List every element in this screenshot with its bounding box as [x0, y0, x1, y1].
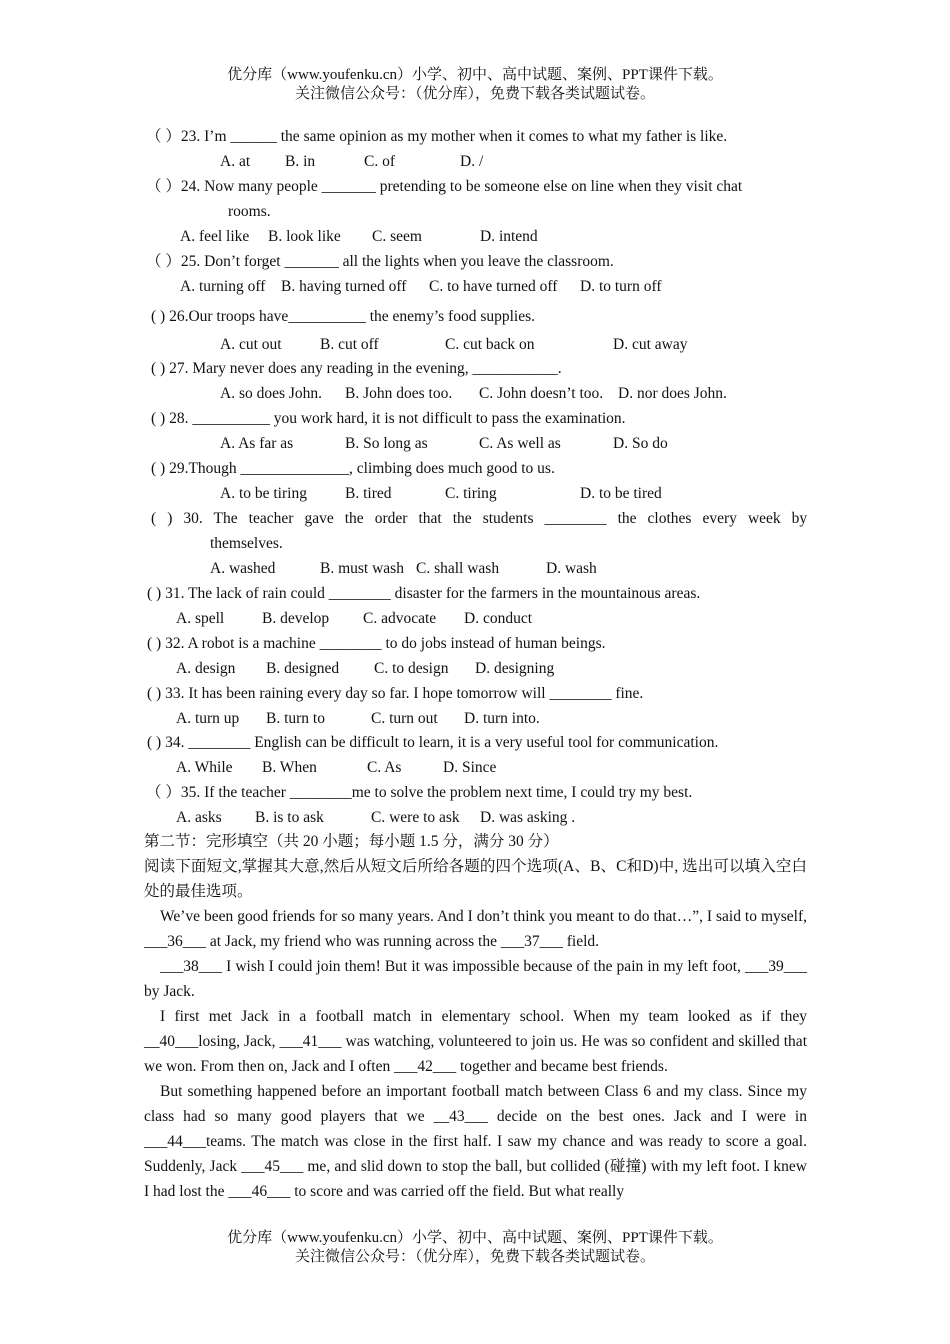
question-28-stem: ( ) 28. __________ you work hard, it is not difficult to pass the examination. [151, 410, 626, 427]
question-27-option-c: C. John doesn’t too. [479, 385, 604, 402]
footer-line-2: 关注微信公众号：（优分库），免费下载各类试题试卷。 [294, 1249, 655, 1265]
question-28-option-d: D. So do [613, 435, 668, 452]
question-30-word: 30. [183, 510, 203, 527]
question-30-option-a: A. washed [210, 560, 276, 577]
question-29-option-c: C. tiring [445, 485, 497, 502]
header-line-2: 关注微信公众号：（优分库），免费下载各类试题试卷。 [294, 86, 655, 102]
question-23-stem: （ ）23. I’m ______ the same opinion as my mother when it comes to what my father is like. [146, 128, 728, 145]
question-33-option-c: C. turn out [371, 710, 438, 727]
question-30-word: the [344, 510, 364, 527]
question-31-option-a: A. spell [176, 610, 225, 627]
question-34-option-d: D. Since [443, 759, 497, 776]
question-30-word: the [617, 510, 637, 527]
question-35-option-b: B. is to ask [255, 809, 324, 826]
question-23-option-a: A. at [220, 153, 251, 170]
question-33-option-b: B. turn to [266, 710, 325, 727]
question-31-option-b: B. develop [262, 610, 330, 627]
page-header [0, 66, 950, 104]
question-30-word: The [213, 510, 238, 527]
question-34-option-b: B. When [262, 759, 317, 776]
question-35-option-c: C. were to ask [371, 809, 460, 826]
question-30-word: that [418, 510, 442, 527]
question-30-word: week [747, 510, 781, 527]
question-24-option-d: D. intend [480, 228, 538, 245]
section-2-instruction: 阅读下面短文,掌握其大意,然后从短文后所给各题的四个选项(A、B、C和D)中, 选出可以填入空白处的最佳选项。 [144, 858, 807, 900]
question-32-option-d: D. designing [475, 660, 555, 677]
question-23-option-b: B. in [285, 153, 316, 170]
question-25-option-c: C. to have turned off [429, 278, 558, 295]
question-30-word: every [702, 510, 737, 527]
question-30-stem [151, 509, 807, 529]
question-26-stem: ( ) 26.Our troops have__________ the enemy’s food supplies. [151, 308, 535, 325]
question-27-option-a: A. so does John. [220, 385, 323, 402]
question-24-option-b: B. look like [268, 228, 341, 245]
question-30-word: the [452, 510, 472, 527]
question-31-stem: ( ) 31. The lack of rain could ________ disaster for the farmers in the mountainous areas. [147, 585, 701, 602]
question-35-option-a: A. asks [176, 809, 222, 826]
question-23-option-c: C. of [364, 153, 395, 170]
question-30-blank: ________ [544, 510, 607, 527]
question-29-option-a: A. to be tiring [220, 485, 307, 502]
question-32-option-b: B. designed [266, 660, 340, 677]
question-30-stem-continued: themselves. [210, 535, 283, 552]
question-25-option-a: A. turning off [180, 278, 266, 295]
question-30-word: ) [167, 510, 173, 527]
question-33-stem: ( ) 33. It has been raining every day so far. I hope tomorrow will ________ fine. [147, 685, 644, 702]
question-29-option-b: B. tired [345, 485, 392, 502]
question-35-option-d: D. was asking . [480, 809, 576, 826]
question-30-word: order [374, 510, 408, 527]
question-28-option-a: A. As far as [220, 435, 294, 452]
question-34-stem: ( ) 34. ________ English can be difficult to learn, it is a very useful tool for communication. [147, 734, 719, 751]
question-29-stem: ( ) 29.Though ______________, climbing does much good to us. [151, 460, 555, 477]
question-27-stem: ( ) 27. Mary never does any reading in the evening, ___________. [151, 360, 562, 377]
question-34-option-a: A. While [176, 759, 233, 776]
question-30-word: gave [304, 510, 334, 527]
question-26-option-a: A. cut out [220, 336, 282, 353]
question-33-option-d: D. turn into. [464, 710, 540, 727]
question-24-stem: （ ）24. Now many people _______ pretending to be someone else on line when they visit chat [146, 178, 743, 195]
question-24-option-a: A. feel like [180, 228, 250, 245]
question-30-word: teacher [248, 510, 294, 527]
page-footer [0, 1229, 950, 1267]
question-25-option-b: B. having turned off [281, 278, 407, 295]
question-33-option-a: A. turn up [176, 710, 240, 727]
question-32-option-a: A. design [176, 660, 236, 677]
question-28-option-c: C. As well as [479, 435, 561, 452]
question-30-option-d: D. wash [546, 560, 597, 577]
question-24-option-c: C. seem [372, 228, 422, 245]
question-29-option-d: D. to be tired [580, 485, 662, 502]
question-30-option-b: B. must wash [320, 560, 404, 577]
question-23-option-d: D. / [460, 153, 484, 170]
question-25-option-d: D. to turn off [580, 278, 662, 295]
question-26-option-c: C. cut back on [445, 336, 535, 353]
question-32-stem: ( ) 32. A robot is a machine ________ to do jobs instead of human beings. [147, 635, 606, 652]
header-line-1: 优分库（www.youfenku.cn）小学、初中、高中试题、案例、PPT课件下载。 [227, 67, 723, 83]
question-34-option-c: C. As [367, 759, 402, 776]
passage-paragraph-1: We’ve been good friends for so many years. And I don’t think you meant to do that…”, I said to myself, ___36___ at Jack, my friend who was running across the ___37___ field. [144, 908, 807, 950]
question-30-word: by [791, 510, 808, 527]
question-31-option-d: D. conduct [464, 610, 533, 627]
question-27-option-b: B. John does too. [345, 385, 453, 402]
question-35-stem: （ ）35. If the teacher ________me to solve the problem next time, I could try my best. [146, 784, 693, 801]
question-28-option-b: B. So long as [345, 435, 428, 452]
footer-line-1: 优分库（www.youfenku.cn）小学、初中、高中试题、案例、PPT课件下载。 [227, 1230, 723, 1246]
question-31-option-c: C. advocate [363, 610, 437, 627]
question-30-word: clothes [647, 510, 692, 527]
section-2-title: 第二节：完形填空（共 20 小题；每小题 1.5 分，满分 30 分） [144, 833, 559, 850]
question-30-word: ( [151, 510, 157, 527]
passage-paragraph-3: I first met Jack in a football match in elementary school. When my team looked as if they __40___losing, Jack, ___41___ was watching, volunteered to join us. He was so confident and skilled that we won. From then on, Jack and I often ___42___ together and became best friends. [144, 1008, 807, 1075]
question-27-option-d: D. nor does John. [618, 385, 727, 402]
question-24-stem-continued: rooms. [228, 203, 271, 220]
question-32-option-c: C. to design [374, 660, 449, 677]
passage-paragraph-2: ___38___ I wish I could join them! But it was impossible because of the pain in my left foot, ___39___ by Jack. [144, 958, 807, 1000]
question-26-option-b: B. cut off [320, 336, 379, 353]
question-30-word: students [482, 510, 534, 527]
question-26-option-d: D. cut away [613, 336, 688, 353]
question-25-stem: （ ）25. Don’t forget _______ all the lights when you leave the classroom. [146, 253, 614, 270]
passage-paragraph-4: But something happened before an important football match between Class 6 and my class. Since my class had so many good players that we __43___ decide on the best ones. Jack and I were in ___44___teams. The match was close in the first half. I saw my chance and was ready to score a goal. Suddenly, Jack ___45___ me, and slid down to stop the ball, but collided (碰撞) with my left foot. I knew I had lost the ___46___ to score and was carried off the field. But what really [144, 1083, 807, 1200]
question-30-option-c: C. shall wash [416, 560, 500, 577]
